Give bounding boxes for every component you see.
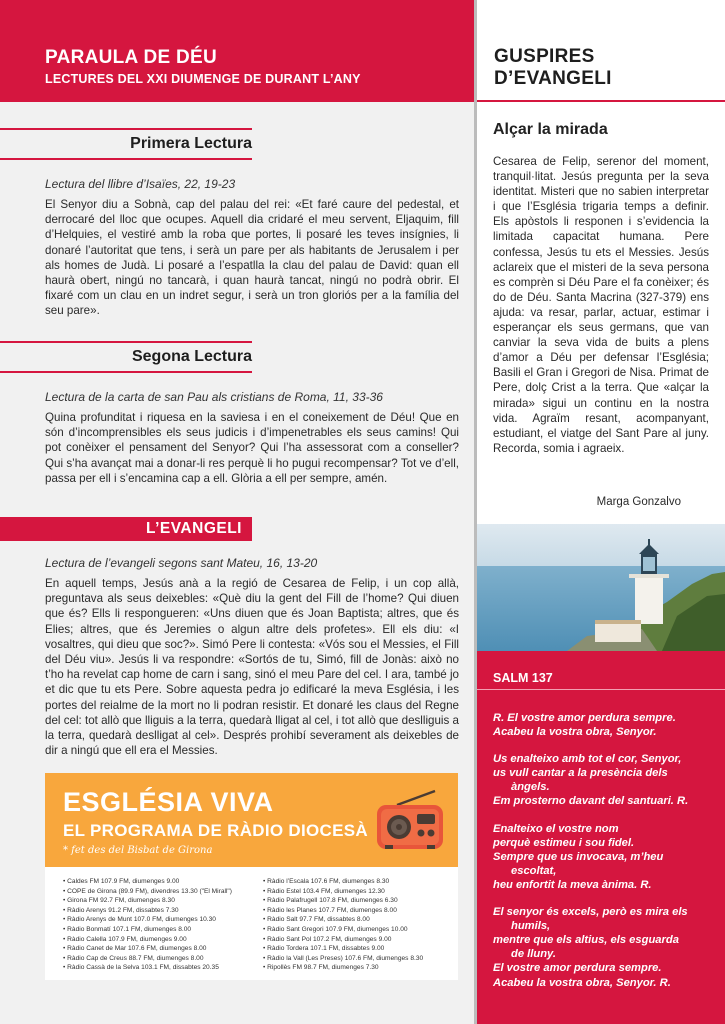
guspires-title: Alçar la mirada (493, 121, 608, 138)
station-item: • Ràdio Arenys 91.2 FM, dissabtes 7.30 (63, 906, 232, 916)
page-header (0, 0, 474, 102)
station-item: • Ràdio Bonmatí 107.1 FM, diumenges 8.00 (63, 925, 232, 935)
station-item: • Ripollès FM 98.7 FM, diumenges 7.30 (263, 963, 423, 973)
primera-lectura-heading: Primera Lectura (0, 128, 252, 160)
evangeli-reference: Lectura de l’evangeli segons sant Mateu, 16, 13-20 (45, 556, 318, 570)
segona-text: Quina profunditat i riquesa en la saviesa i en el coneixement de Déu! Que en són d’incomprensibles els seus judicis i d’impenetrables els seus camins! Qui pot conèixer el pensament del Senyor? Qui l’ha assessorat com a conseller? Qui s’ha avançat mai a donar-li res perquè li ho pugui recompensar? Tot ve d’ell, passa per ell i s’encamina cap a ell. Glòria a ell per sempre, amén. (45, 411, 459, 485)
radio-ad-header (45, 773, 458, 867)
guspires-header (477, 0, 725, 102)
station-item: • Ràdio Calella 107.9 FM, diumenges 9.00 (63, 935, 232, 945)
page-title: PARAULA DE DÉU (45, 47, 218, 68)
radio-ad-tagline: * fet des del Bisbat de Girona (63, 845, 213, 856)
radio-ad-banner (45, 773, 458, 980)
salm-stanza: Us enalteixo amb tot el cor, Senyor, us vull cantar a la presència dels àngels. Em prosterno davant del santuari. R. (493, 753, 689, 808)
primera-text: El Senyor diu a Sobnà, cap del palau del rei: «Et faré caure del pedestal, et derrocaré del lloc que ocupes. Aquell dia cridaré el meu servent, Eljaquim, fill d’Helquies, el vestiré amb la roba que portes, li posaré les teves insígnies, li donaré l’autoritat que tens, i serà un pare per als habitants de Jerusalem i per als homes de Judà. Li posaré a l’espatlla la clau del palau de David: quan ell haurà obert, ningú no tancarà, i quan haurà tancat, ningú no podrà obrir. El fixaré com un clau en un indret segur, i serà un tron gloriós per a la família del seu pare». (45, 198, 459, 318)
station-item: • Ràdio Sant Gregori 107.9 FM, diumenges 10.00 (263, 925, 423, 935)
station-item: • Ràdio la Vall (Les Preses) 107.6 FM, diumenges 8.30 (263, 954, 423, 964)
segona-reference: Lectura de la carta de san Pau als cristians de Roma, 11, 33-36 (45, 390, 383, 404)
guspires-text: Cesarea de Felip, serenor del moment, tranquil·litat. Jesús pregunta per la seva identitat. Misteri que no sabien interpretar i que l’Església trigaria temps a definir. Els apòstols li responen i s’evidencia la limitada capacitat humana. Pere confessa, Jesús tu ets el Messies. Jesús aclareix que el misteri de la seva persona es comprèn si Déu Pare el fa conèixer; és do de Déu. Santa Macrina (327-379) ens ajuda: va resar, parlar, actuar, estimar i esperançar els seus germans, que van canviar la seva vida de buits a plens d’amor a Déu per defensar l’Església; Basili el Gran i Gregori de Nisa. Primat de Pere, dolç Crist a la terra. Que «alçar la mirada» sigui un continu en la nostra vida. Agraïm resant, acompanyant, estudiant, el viatge del Sant Pare al juny. Recorda, somia i agraeix. (493, 155, 709, 455)
salm-stanza: R. El vostre amor perdura sempre. Acabeu la vostra obra, Senyor. (493, 712, 676, 739)
radio-icon (375, 787, 445, 851)
lighthouse-photo (477, 524, 725, 651)
station-item: • Ràdio Sant Pol 107.2 FM, diumenges 9.00 (263, 935, 423, 945)
evangeli-heading: L’EVANGELI (0, 517, 252, 541)
station-item: • Ràdio Palafrugell 107.8 FM, diumenges 6.30 (263, 896, 423, 906)
station-item: • Ràdio Tordera 107.1 FM, dissabtes 9.00 (263, 944, 423, 954)
station-item: • Ràdio Cassà de la Selva 103.1 FM, dissabtes 20.35 (63, 963, 232, 973)
evangeli-text: En aquell temps, Jesús anà a la regió de Cesarea de Felip, i un cop allà, preguntava als seus deixebles: «Què diu la gent del Fill de l’home? Qui diuen que és? Ells li respongueren: «Uns diuen que és Joan Baptista; altres, que és Elies; altres, que és Jeremies o algun altre dels profetes». Ell els diu: «I vosaltres, qui dieu que soc?». Simó Pere li contesta: «Vós sou el Messies, el Fill del Déu viu». Jesús li va respondre: «Sortós de tu, Simó, fill de Jonàs: això no t’ho ha revelat cap home de carn i sang, sinó el meu Pare del cel. I ara, també jo et dic que tu ets Pere. Sobre aquesta pedra jo edificaré la meva Església, i les portes del reialme de la mort no li podran resistir. Et donaré les claus del Regne del cel: tot allò que lliguis a la terra, quedarà lligat al cel, i tot allò que deslliguis a la terra, quedarà deslligat al cel». Després prohibí severament als deixebles de dir a ningú que ell era el Messies. (45, 577, 459, 758)
lighthouse-illustration (477, 524, 725, 651)
salm-panel (477, 651, 725, 1024)
guspires-author: Marga Gonzalvo (596, 496, 681, 508)
radio-ad-subtitle: EL PROGRAMA DE RÀDIO DIOCESÀ (63, 821, 368, 840)
station-item: • Ràdio Arenys de Munt 107.0 FM, diumenges 10.30 (63, 915, 232, 925)
station-item: • COPE de Girona (89.9 FM), divendres 13.30 ("El Mirall") (63, 887, 232, 897)
salm-stanza: Enalteixo el vostre nom perquè estimeu i sou fidel. Sempre que us invocava, m’heu escoltat, heu enfortit la meva ànima. R. (493, 822, 664, 891)
station-item: • Ràdio Salt 97.7 FM, dissabtes 8.00 (263, 915, 423, 925)
segona-lectura-heading: Segona Lectura (0, 341, 252, 373)
station-item: • Girona FM 92.7 FM, diumenges 8.30 (63, 896, 232, 906)
salm-divider (477, 689, 725, 690)
salm-title: SALM 137 (493, 671, 553, 685)
radio-stations-right (263, 877, 423, 973)
radio-ad-title: ESGLÉSIA VIVA (63, 787, 274, 817)
page-subtitle: LECTURES DEL XXI DIUMENGE DE DURANT L’ANY (45, 72, 361, 86)
guspires-heading-line2: D’EVANGELI (494, 68, 612, 89)
station-item: • Caldes FM 107.9 FM, diumenges 9.00 (63, 877, 232, 887)
radio-stations-left (63, 877, 232, 973)
station-item: • Ràdio Canet de Mar 107.6 FM, diumenges 8.00 (63, 944, 232, 954)
primera-reference: Lectura del llibre d’Isaïes, 22, 19-23 (45, 177, 236, 191)
station-item: • Ràdio Estel 103.4 FM, diumenges 12.30 (263, 887, 423, 897)
guspires-heading-line1: GUSPIRES (494, 46, 595, 67)
salm-stanza: El senyor és excels, però es mira els humils, mentre que els altius, els esguarda de lluny. El vostre amor perdura sempre. Acabeu la vostra obra, Senyor. R. (493, 906, 688, 989)
station-item: • Ràdio Cap de Creus 88.7 FM, diumenges 8.00 (63, 954, 232, 964)
station-item: • Ràdio l’Escala 107.6 FM, diumenges 8.30 (263, 877, 423, 887)
salm-text (493, 711, 715, 1003)
station-item: • Ràdio les Planes 107.7 FM, diumenges 8.00 (263, 906, 423, 916)
